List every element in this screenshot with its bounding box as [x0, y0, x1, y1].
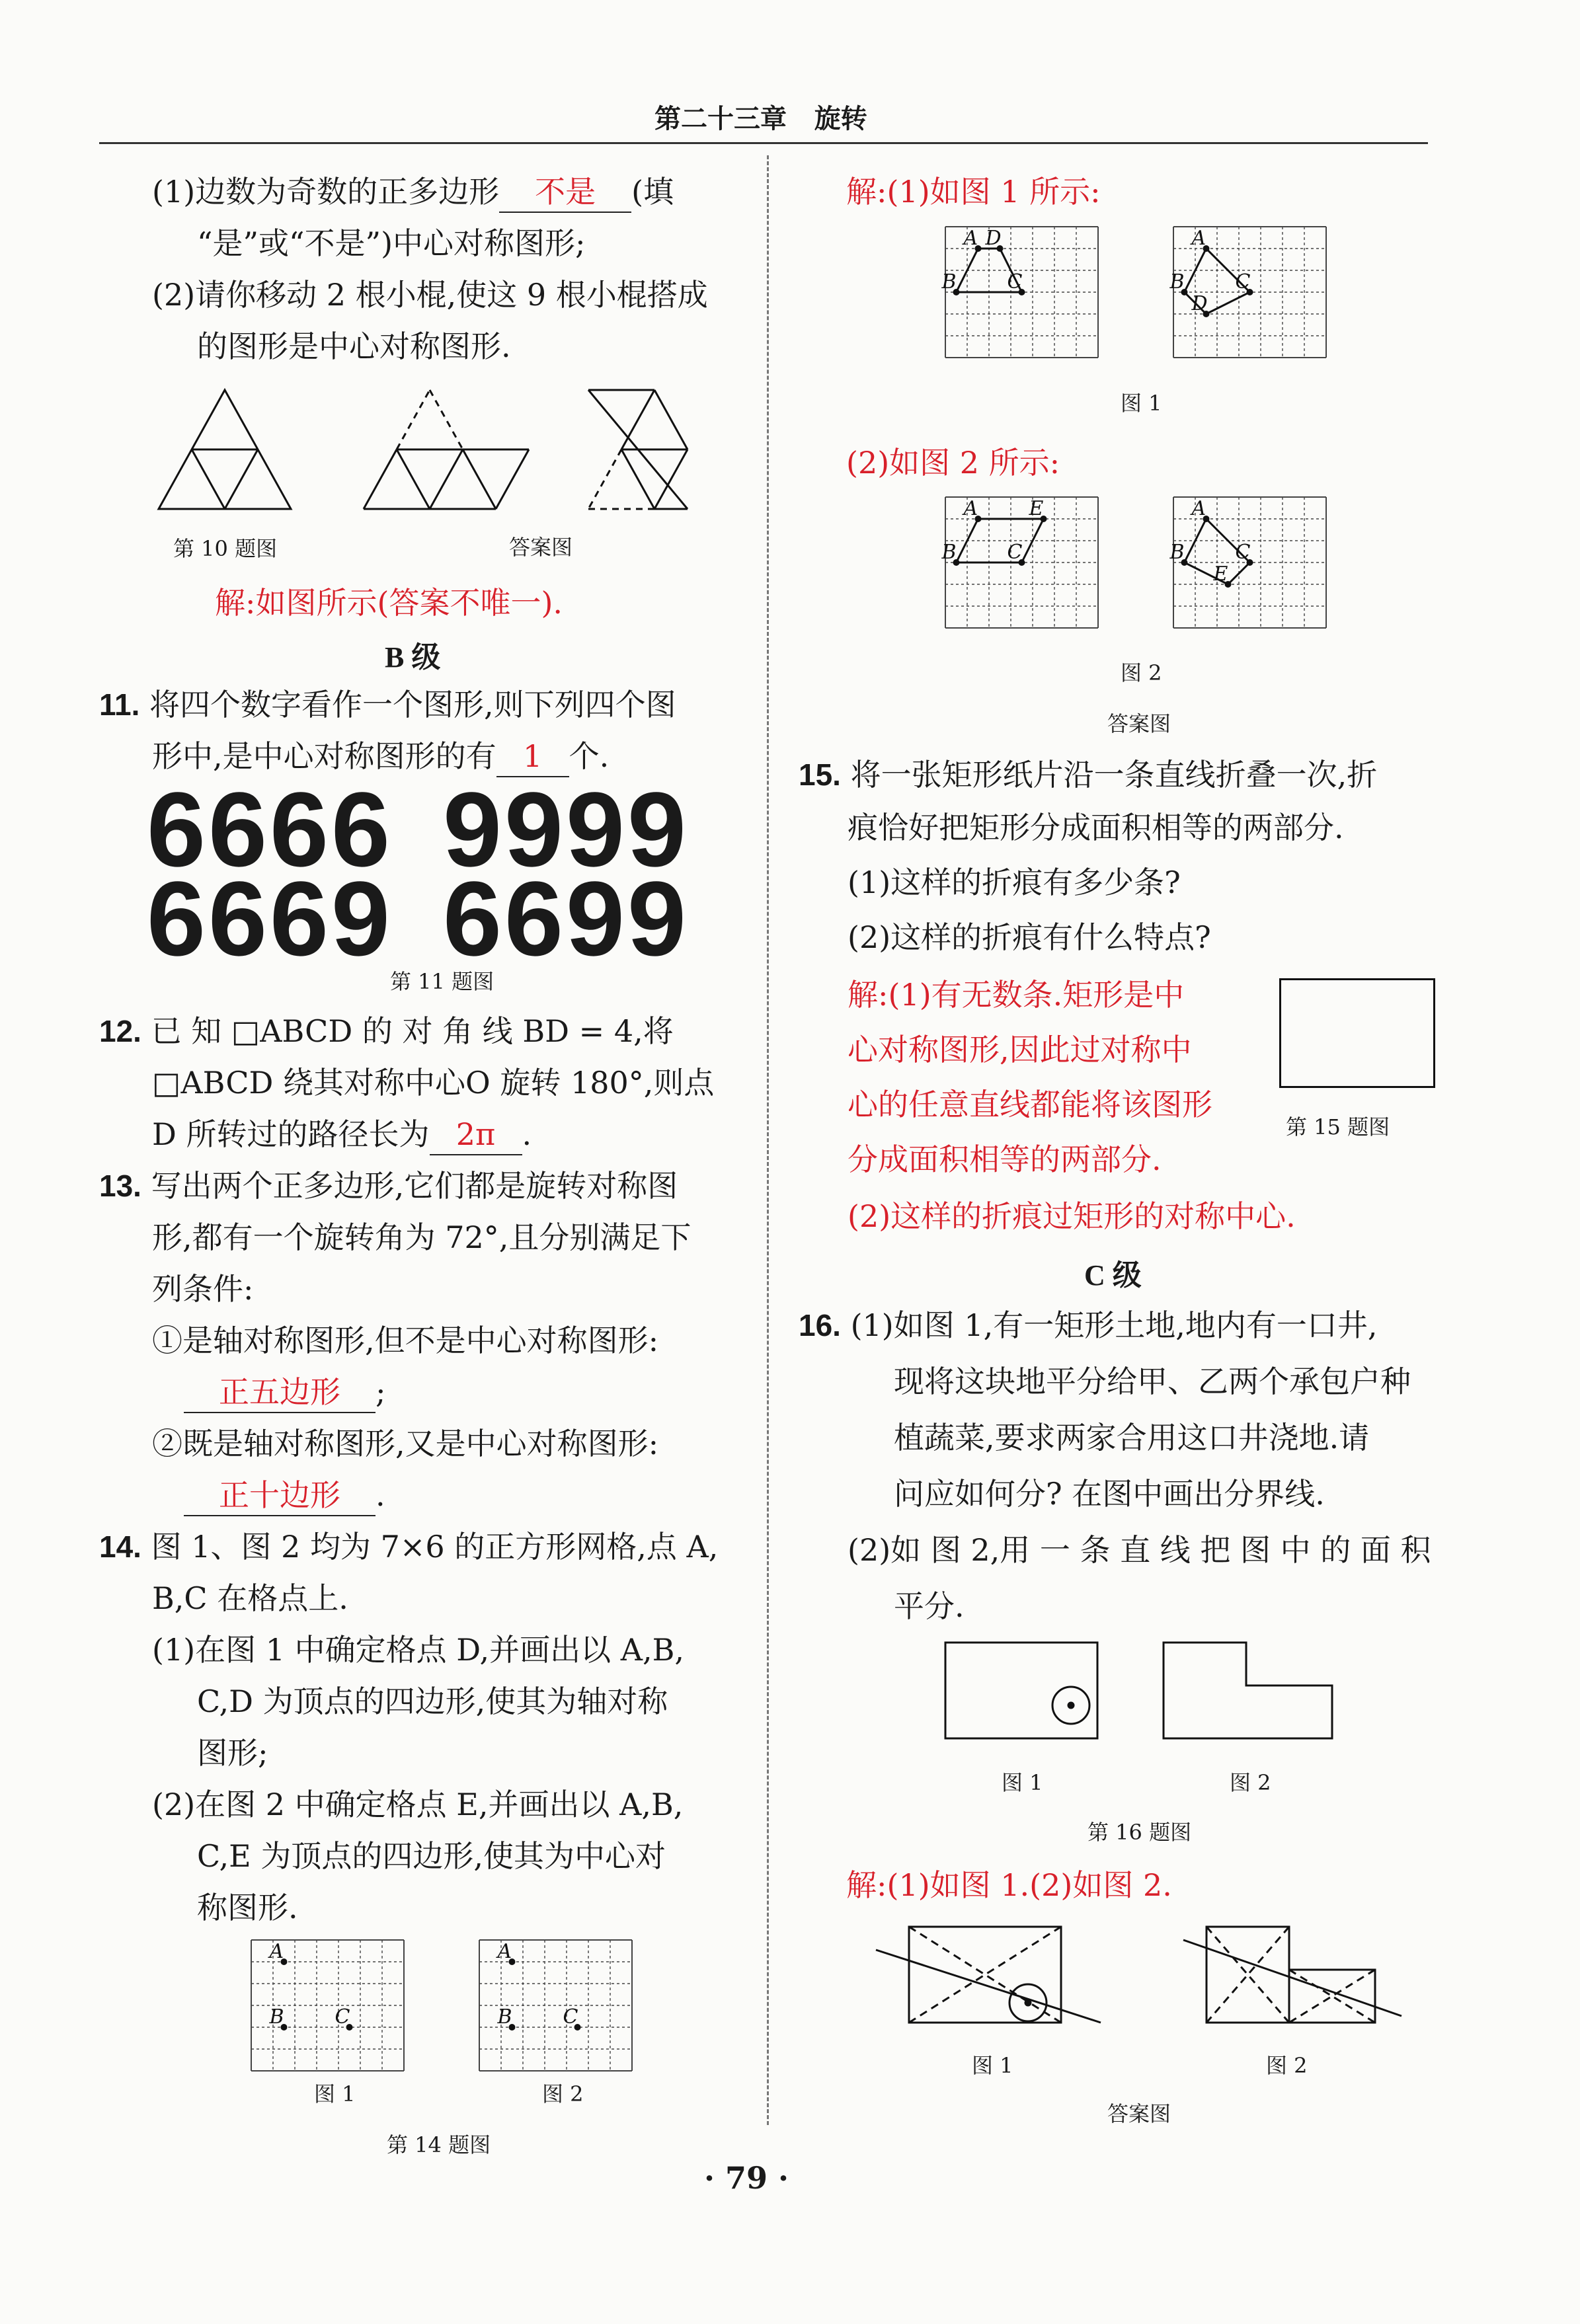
q14-answer-grid-2a: [941, 497, 1098, 628]
label-b: B: [941, 270, 957, 293]
level-c: C 级: [1084, 1259, 1142, 1292]
label-c: C: [1007, 541, 1023, 564]
q13-answer2-line: 正十边形 .: [184, 1475, 385, 1516]
q14-line2: B,C 在格点上.: [152, 1580, 348, 1616]
q15-solution-3: 心的任意直线都能将该图形: [848, 1087, 1212, 1122]
label-c: C: [1235, 541, 1251, 564]
q15-rectangle: [1279, 978, 1435, 1088]
chapter-topic: 旋转: [814, 103, 867, 134]
q14-answer-grid-1b: [1169, 227, 1326, 358]
q13-answer2: 正十边形: [184, 1475, 375, 1516]
q14-part1-line3: 图形;: [197, 1735, 268, 1771]
q15-solution-5: (2)这样的折痕过矩形的对称中心.: [848, 1198, 1296, 1234]
chapter-header: [654, 99, 867, 139]
q11-line2: 形中,是中心对称图形的有 1 个.: [152, 736, 609, 777]
q14-solution-2: (2)如图 2 所示:: [846, 445, 1060, 481]
q10-part2-line1: (2)请你移动 2 根小棍,使这 9 根小棍搭成: [152, 277, 708, 313]
q14-part2-line3: 称图形.: [197, 1890, 298, 1925]
q14-caption: 第 14 题图: [387, 2132, 491, 2157]
header-rule: [99, 142, 1428, 144]
column-divider: [767, 155, 769, 2125]
q14-solution-fig1: 图 1: [1121, 391, 1162, 416]
q13-answer1: 正五边形: [184, 1372, 375, 1413]
q16-figures: [942, 1639, 1339, 1745]
q11-line1: 11. 将四个数字看作一个图形,则下列四个图: [99, 687, 676, 722]
q13-condition1: ①是轴对称图形,但不是中心对称图形:: [152, 1323, 659, 1358]
label-c: C: [1007, 270, 1023, 293]
q16-solution: 解:(1)如图 1.(2)如图 2.: [846, 1867, 1172, 1903]
q13-line1: 13. 写出两个正多边形,它们都是旋转对称图: [99, 1168, 678, 1204]
label-d: D: [985, 227, 1002, 250]
q16-caption: 第 16 题图: [1087, 1820, 1192, 1845]
q11-number-6669: 6669: [147, 859, 393, 978]
label-b: B: [497, 2005, 512, 2029]
q10-answer-caption: 答案图: [509, 535, 573, 560]
q15-solution-2: 心对称图形,因此过对称中: [848, 1032, 1192, 1067]
q14-grid-figure1: [251, 1940, 404, 2071]
label-a: A: [1191, 497, 1206, 520]
label-b: B: [1169, 270, 1185, 293]
label-c: C: [335, 2005, 350, 2029]
q14-part2-line1: (2)在图 2 中确定格点 E,并画出以 A,B,: [152, 1787, 684, 1822]
q16-fig1-label: 图 1: [1002, 1770, 1043, 1795]
q16-answer-fig1-label: 图 1: [972, 2053, 1013, 2078]
q15-part1: (1)这样的折痕有多少条?: [848, 865, 1181, 900]
label-a: A: [1191, 227, 1206, 250]
q14-part1-line2: C,D 为顶点的四边形,使其为轴对称: [197, 1684, 668, 1719]
q11-number-6666: 6666: [147, 770, 393, 888]
q15-part2: (2)这样的折痕有什么特点?: [848, 919, 1211, 955]
q11-answer: 1: [496, 736, 569, 777]
q12-answer: 2π: [430, 1114, 522, 1155]
label-a: A: [963, 497, 978, 520]
q10-answer-1: 不是: [499, 172, 631, 213]
q15-solution-1: 解:(1)有无数条.矩形是中: [848, 977, 1185, 1013]
q16-answer-fig2-label: 图 2: [1266, 2053, 1308, 2078]
label-b: B: [941, 541, 957, 564]
q15-line2: 痕恰好把矩形分成面积相等的两部分.: [848, 810, 1344, 845]
q14-solution-caption: 答案图: [1107, 711, 1171, 736]
level-b: B 级: [385, 641, 441, 674]
q16-part2-line2: 平分.: [894, 1588, 965, 1624]
q10-figure: [152, 383, 734, 516]
q14-line1: 14. 图 1、图 2 均为 7×6 的正方形网格,点 A,: [99, 1529, 719, 1565]
q10-part1-line1: (1)边数为奇数的正多边形 不是 (填: [152, 172, 674, 213]
q15-line1: 15. 将一张矩形纸片沿一条直线折叠一次,折: [799, 757, 1378, 793]
q10-part2-line2: 的图形是中心对称图形.: [197, 329, 511, 364]
label-a: A: [497, 1940, 512, 1963]
label-e: E: [1213, 562, 1228, 586]
q14-fig2-label: 图 2: [542, 2081, 584, 2107]
q14-part1-line1: (1)在图 1 中确定格点 D,并画出以 A,B,: [152, 1632, 685, 1668]
q16-answer-figures: [873, 1917, 1415, 2042]
q16-part1-line1: 16. (1)如图 1,有一矩形土地,地内有一口井,: [799, 1307, 1378, 1343]
q16-part1-line2: 现将这块地平分给甲、乙两个承包户种: [894, 1364, 1411, 1399]
label-a: A: [269, 1940, 284, 1963]
q12-line3: D 所转过的路径长为 2π .: [152, 1114, 532, 1155]
q10-part1-line2: “是”或“不是”)中心对称图形;: [197, 225, 586, 261]
q13-answer1-line: 正五边形 ;: [184, 1372, 386, 1413]
q14-solution-1: 解:(1)如图 1 所示:: [846, 174, 1101, 210]
page-number: · 79 ·: [704, 2160, 789, 2196]
q16-answer-caption: 答案图: [1107, 2101, 1171, 2126]
q13-line3: 列条件:: [152, 1271, 254, 1307]
q14-solution-fig2: 图 2: [1121, 660, 1162, 685]
label-c: C: [563, 2005, 578, 2029]
q14-answer-grid-1a: [941, 227, 1098, 358]
label-c: C: [1235, 270, 1251, 293]
q10-solution: 解:如图所示(答案不唯一).: [215, 585, 563, 621]
label-e: E: [1029, 497, 1044, 520]
q14-grid-figure2: [479, 1940, 632, 2071]
q12-line2: □ABCD 绕其对称中心O 旋转 180°,则点: [152, 1065, 715, 1101]
label-d: D: [1191, 292, 1208, 315]
q16-part1-line4: 问应如何分? 在图中画出分界线.: [894, 1476, 1325, 1512]
q15-caption: 第 15 题图: [1286, 1114, 1390, 1140]
q13-condition2: ②既是轴对称图形,又是中心对称图形:: [152, 1426, 659, 1461]
label-a: A: [963, 227, 978, 250]
q14-fig1-label: 图 1: [314, 2081, 356, 2107]
label-b: B: [269, 2005, 284, 2029]
chapter-title: 第二十三章: [654, 103, 787, 134]
q12-line1: 12. 已 知 □ABCD 的 对 角 线 BD = 4,将: [99, 1013, 674, 1049]
q16-fig2-label: 图 2: [1230, 1770, 1271, 1795]
q14-part2-line2: C,E 为顶点的四边形,使其为中心对: [197, 1838, 666, 1874]
q10-caption: 第 10 题图: [173, 536, 278, 561]
q16-part2-line1: (2)如 图 2,用 一 条 直 线 把 图 中 的 面 积: [848, 1532, 1431, 1568]
q16-part1-line3: 植蔬菜,要求两家合用这口井浇地.请: [894, 1420, 1370, 1455]
q15-solution-4: 分成面积相等的两部分.: [848, 1142, 1162, 1177]
q13-line2: 形,都有一个旋转角为 72°,且分别满足下: [152, 1220, 691, 1255]
q14-answer-grid-2b: [1169, 497, 1326, 628]
q11-caption: 第 11 题图: [390, 969, 494, 994]
label-b: B: [1169, 541, 1185, 564]
q11-number-9999: 9999: [443, 770, 689, 888]
q11-number-6699: 6699: [443, 859, 689, 978]
